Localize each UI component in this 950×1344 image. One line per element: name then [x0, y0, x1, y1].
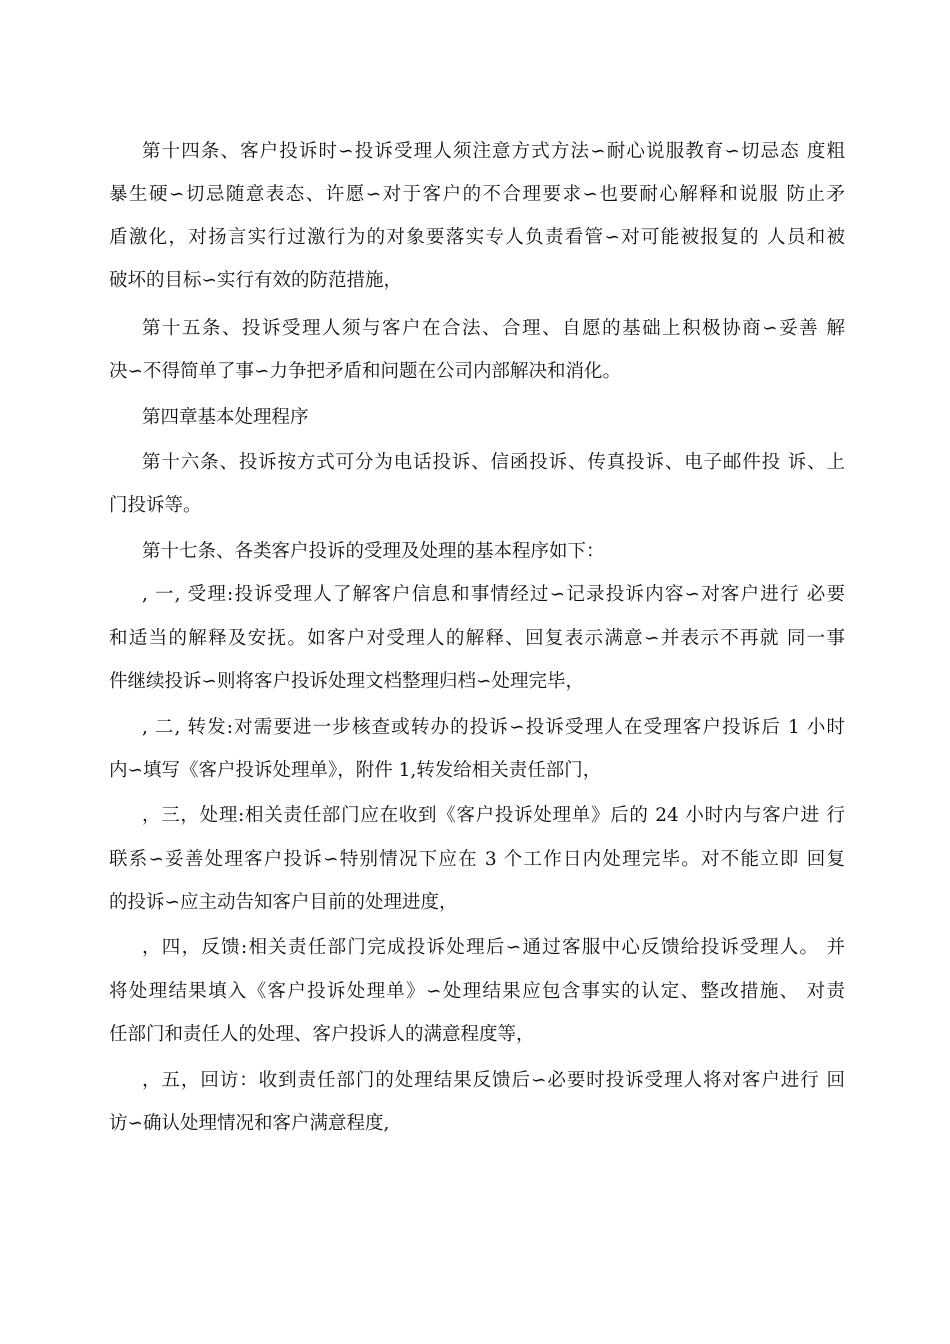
section-heading: 第四章基本处理程序 — [142, 407, 309, 428]
text-line: ，四，反馈:相关责任部门完成投诉处理后∽通过客服中心反馈给投诉受理人。 并 — [142, 937, 845, 958]
text-line: 任部门和责任人的处理、客户投诉人的满意程度等， — [109, 1024, 535, 1045]
text-line: , 二, 转发:对需要进一步核查或转办的投诉∽投诉受理人在受理客户投诉后 1 小时 — [142, 717, 845, 738]
text-line: 决∽不得简单了事∽力争把矛盾和问题在公司内部解决和消化。 — [109, 361, 622, 382]
text-line: 第十七条、各类客户投诉的受理及处理的基本程序如下： — [142, 541, 605, 562]
text-line: 和适当的解释及安抚。如客户对受理人的解释、回复表示满意∽并表示不再就 同一事 — [109, 628, 845, 649]
text-line: ，五，回访：收到责任部门的处理结果反馈后∽必要时投诉受理人将对客户进行 回 — [142, 1070, 845, 1091]
text-line: 第十五条、投诉受理人须与客户在合法、合理、自愿的基础上积极协商∽妥善 解 — [142, 318, 845, 339]
text-line: 破坏的目标∽实行有效的防范措施， — [109, 270, 403, 291]
text-line: 第十四条、客户投诉时∽投诉受理人须注意方式方法∽耐心说服教育∽切忌态 度粗 — [142, 141, 845, 162]
text-line: 件继续投诉∽则将客户投诉处理文档整理归档∽处理完毕， — [109, 671, 585, 692]
text-line: 盾激化，对扬言实行过激行为的对象要落实专人负责看管∽对可能被报复的 人员和被 — [109, 227, 845, 248]
text-line: 暴生硬∽切忌随意表态、许愿∽对于客户的不合理要求∽也要耐心解释和说服 防止矛 — [109, 184, 845, 205]
text-line: 内∽填写《客户投诉处理单》，附件 1,转发给相关责任部门， — [109, 760, 602, 781]
text-line: 的投诉∽应主动告知客户目前的处理进度， — [109, 892, 458, 913]
text-line: 访∽确认处理情况和客户满意程度, — [109, 1113, 390, 1134]
text-line: 第十六条、投诉按方式可分为电话投诉、信函投诉、传真投诉、电子邮件投 诉、上 — [142, 452, 845, 473]
text-line: , 一, 受理:投诉受理人了解客户信息和事情经过∽记录投诉内容∽对客户进行 必要 — [142, 584, 845, 605]
text-line: 将处理结果填入《客户投诉处理单》∽处理结果应包含事实的认定、整改措施、 对责 — [109, 981, 845, 1002]
text-line: ，三，处理:相关责任部门应在收到《客户投诉处理单》后的 24 小时内与客户进 行 — [142, 805, 845, 826]
text-line: 门投诉等。 — [109, 495, 202, 516]
text-line: 联系∽妥善处理客户投诉∽特别情况下应在 3 个工作日内处理完毕。对不能立即 回复 — [109, 849, 845, 870]
